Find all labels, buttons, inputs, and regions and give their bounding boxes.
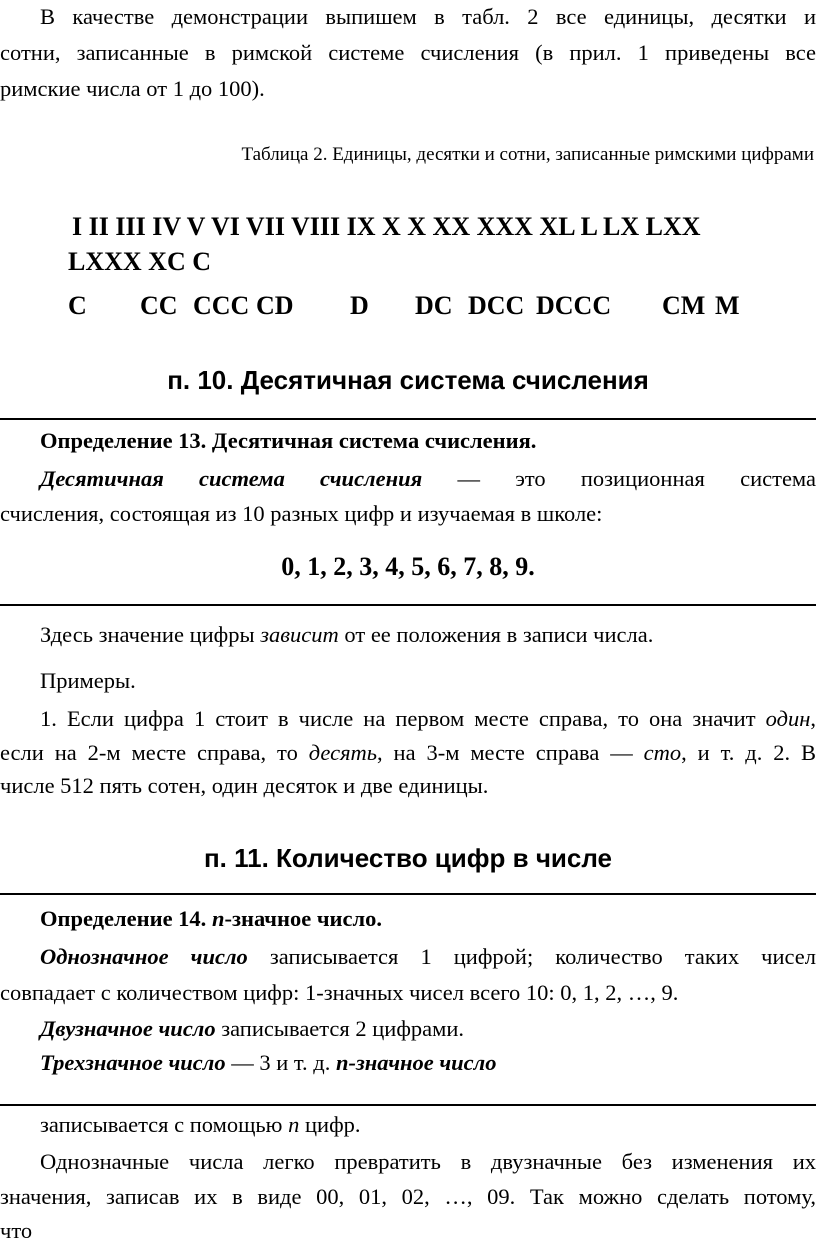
text: Определение 14.: [40, 906, 212, 931]
emphasis: n: [211, 906, 225, 931]
definition-top-rule: [0, 893, 816, 895]
table-caption: Таблица 2. Единицы, десятки и сотни, записанные римскими цифрами: [241, 144, 814, 165]
roman-hundred: CD: [256, 291, 294, 320]
n-digit-continuation: [0, 1108, 816, 1142]
definition-14-title: [0, 902, 816, 936]
definition-13-text: — это позиционная система: [457, 466, 816, 491]
three-digit-line: [0, 1046, 816, 1080]
text: от ее положения в записи числа.: [338, 622, 654, 647]
definition-bottom-rule: [0, 1104, 816, 1106]
roman-hundred: CM: [662, 291, 706, 320]
text: 1. Если цифра 1 стоит в числе на первом месте справа, то она значит: [40, 706, 766, 731]
text: записывается с помощью: [40, 1112, 289, 1137]
text: , на 3-м месте справа —: [377, 740, 644, 765]
definition-13-line-2: счисления, состоящая из 10 разных цифр и изучаемая в школе:: [0, 501, 603, 526]
text: -значное число.: [224, 906, 382, 931]
term: n-значное число: [335, 1050, 497, 1075]
section-10-heading: п. 10. Десятичная система счисления: [167, 365, 649, 395]
text: записывается 1 цифрой; количество таких чисел: [247, 944, 816, 969]
section-11-heading: п. 11. Количество цифр в числе: [203, 843, 613, 873]
emphasis: десять: [308, 740, 378, 765]
intro-line-3: римские числа от 1 до 100).: [0, 76, 265, 101]
intro-line-2: сотни, записанные в римской системе счисления (в прил. 1 приведены все: [0, 40, 816, 65]
roman-row-1: I II III IV V VI VII VIII IX X X XX XXX XL L LX LXX: [72, 212, 701, 241]
definition-13-term: Десятичная система счисления: [40, 466, 423, 491]
example-line-1: [0, 702, 816, 736]
definition-top-rule: [0, 418, 816, 420]
term: Двузначное число: [40, 1016, 216, 1041]
roman-hundred: M: [715, 291, 740, 320]
roman-hundred: CCC: [193, 291, 250, 320]
text: ,: [810, 706, 816, 731]
paragraph-digit-value: [0, 618, 816, 652]
term: Трехзначное число: [40, 1050, 226, 1075]
roman-hundred: C: [68, 291, 87, 320]
example-line-2: [0, 736, 816, 770]
one-digit-line-2: совпадает с количеством цифр: 1-значных чисел всего 10: 0, 1, 2, …, 9.: [0, 980, 679, 1005]
decimal-digits: 0, 1, 2, 3, 4, 5, 6, 7, 8, 9.: [281, 552, 535, 581]
text: если на 2-м месте справа, то: [0, 740, 309, 765]
emphasis: зависит: [260, 622, 339, 647]
roman-hundred: CC: [140, 291, 178, 320]
roman-hundred: DCC: [468, 291, 525, 320]
text: записывается 2 цифрами.: [215, 1016, 465, 1041]
definition-13-title: Определение 13. Десятичная система счисления.: [40, 428, 537, 453]
roman-hundred: DCCC: [536, 291, 612, 320]
emphasis: сто: [643, 740, 682, 765]
roman-hundred: D: [350, 291, 369, 320]
text: Здесь значение цифры: [40, 622, 261, 647]
roman-row-2: LXXX XC C: [68, 247, 211, 276]
paragraph-line-3: что: [0, 1218, 33, 1243]
example-line-3: числе 512 пять сотен, один десяток и две единицы.: [0, 773, 489, 798]
definition-bottom-rule: [0, 604, 816, 606]
emphasis: один: [765, 706, 811, 731]
paragraph-line-1: Однозначные числа легко превратить в двузначные без изменения их: [40, 1149, 816, 1174]
examples-label: Примеры.: [40, 668, 136, 693]
text: цифр.: [299, 1112, 361, 1137]
intro-line-1: В качестве демонстрации выпишем в табл. 2 все единицы, десятки и: [40, 4, 816, 29]
text: , и т. д. 2. В: [681, 740, 816, 765]
paragraph-line-2: значения, записав их в виде 00, 01, 02, …, 09. Так можно сделать потому,: [0, 1184, 816, 1209]
roman-hundred: DC: [415, 291, 453, 320]
definition-13-line-1: [0, 462, 816, 496]
text: — 3 и т. д.: [225, 1050, 336, 1075]
two-digit-line: [0, 1012, 816, 1046]
term: Однозначное число: [40, 944, 248, 969]
emphasis: n: [288, 1112, 300, 1137]
one-digit-line-1: [0, 940, 816, 974]
